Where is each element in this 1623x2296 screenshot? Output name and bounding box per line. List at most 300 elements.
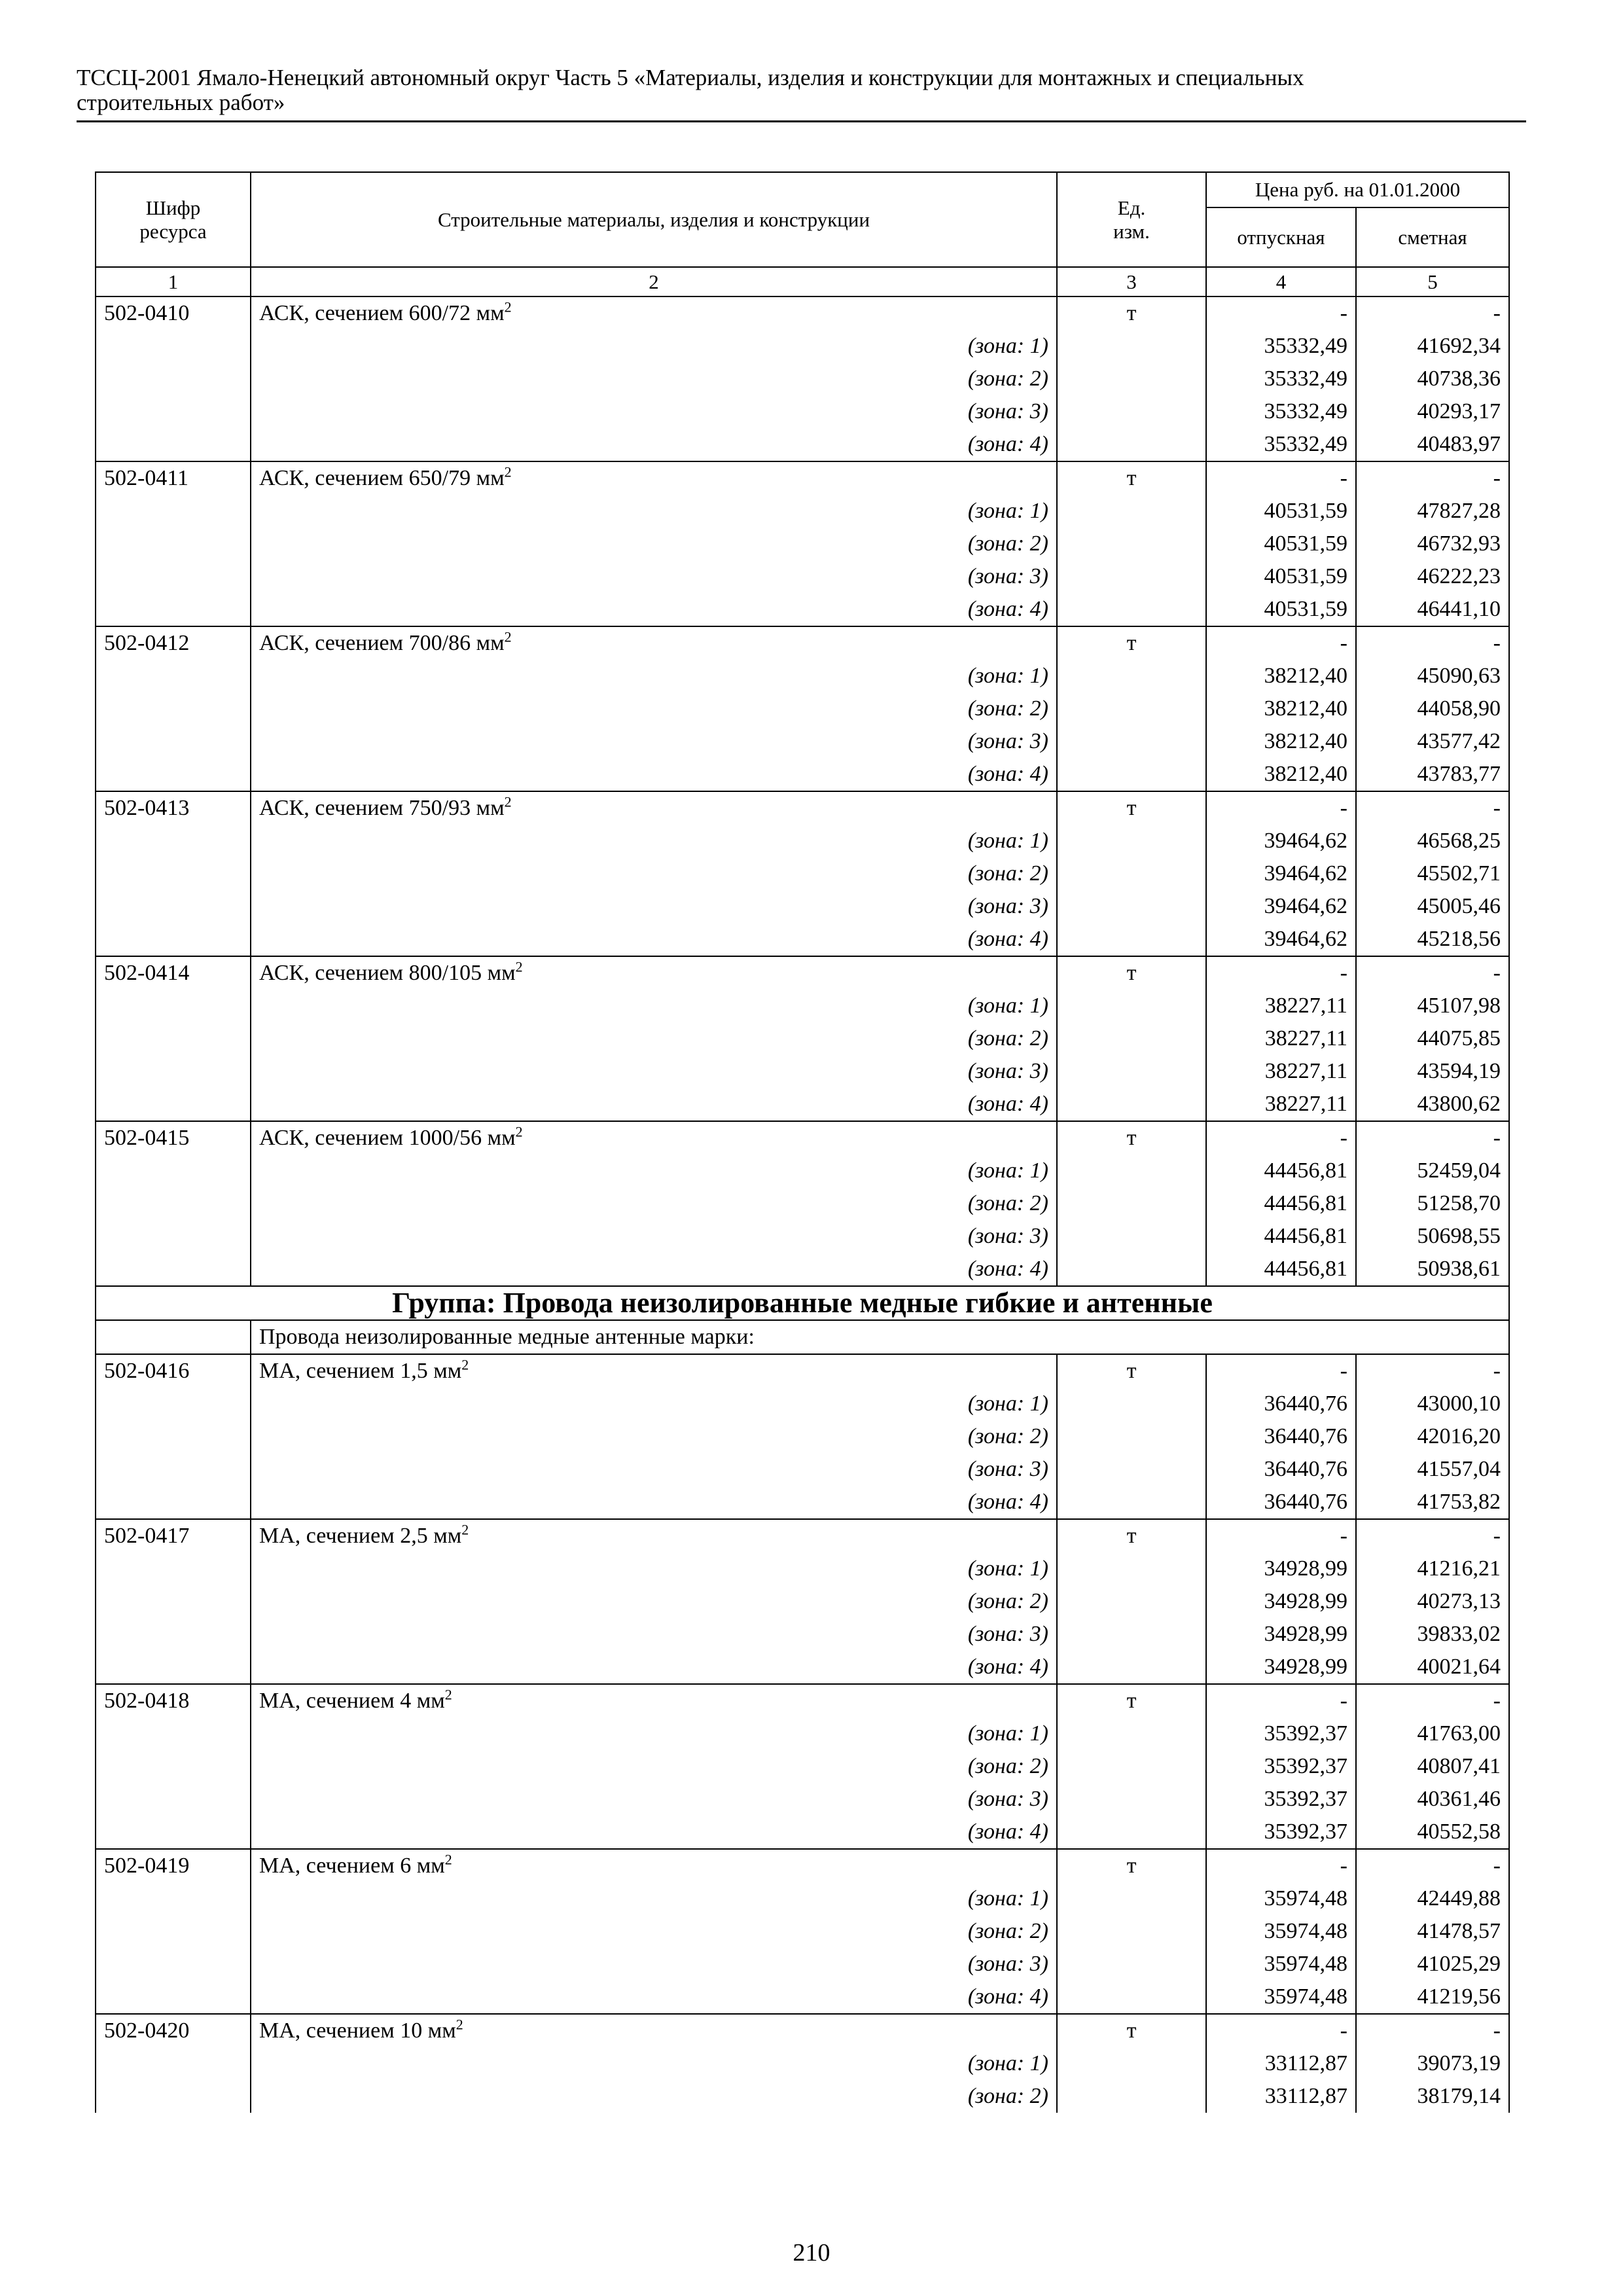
zone-label: (зона: 1) (251, 330, 1057, 363)
material-name: МА, сечением 6 $мм^2$ (251, 1849, 1057, 1882)
zone-row (96, 1882, 1509, 1915)
zone-estimate-price: 40361,46 (1356, 1783, 1509, 1816)
zone-release-price: 35332,49 (1206, 363, 1356, 395)
unit: т (1057, 1519, 1206, 1552)
empty-unit-cell (1057, 560, 1206, 593)
resource-code: 502-0412 (96, 626, 251, 660)
empty-unit-cell (1057, 593, 1206, 626)
zone-label: (зона: 3) (251, 1453, 1057, 1486)
zone-row (96, 363, 1509, 395)
empty-unit-cell (1057, 1783, 1206, 1816)
empty-code-cell (96, 528, 251, 560)
empty-unit-cell (1057, 1618, 1206, 1651)
zone-label: (зона: 2) (251, 1915, 1057, 1948)
resource-code: 502-0414 (96, 956, 251, 990)
release-price: - (1206, 1354, 1356, 1388)
estimate-price: - (1356, 296, 1509, 330)
empty-code-cell (96, 1618, 251, 1651)
zone-estimate-price: 43800,62 (1356, 1088, 1509, 1121)
empty-code-cell (96, 1187, 251, 1220)
zone-row (96, 2080, 1509, 2113)
material-name: АСК, сечением 650/79 $мм^2$ (251, 461, 1057, 495)
col-header-name: Строительные материалы, изделия и конструкции (251, 172, 1057, 267)
empty-unit-cell (1057, 1882, 1206, 1915)
zone-release-price: 40531,59 (1206, 495, 1356, 528)
empty-unit-cell (1057, 1486, 1206, 1519)
empty-unit-cell (1057, 395, 1206, 428)
release-price: - (1206, 1684, 1356, 1717)
empty-code-cell (96, 495, 251, 528)
header-divider (77, 120, 1526, 122)
material-name: АСК, сечением 700/86 $мм^2$ (251, 626, 1057, 660)
zone-estimate-price: 39833,02 (1356, 1618, 1509, 1651)
zone-label: (зона: 2) (251, 692, 1057, 725)
estimate-price: - (1356, 461, 1509, 495)
zone-label: (зона: 4) (251, 923, 1057, 956)
empty-code-cell (96, 1055, 251, 1088)
zone-row (96, 1220, 1509, 1253)
empty-unit-cell (1057, 1816, 1206, 1849)
col-number-1: 1 (96, 267, 251, 296)
zone-row (96, 495, 1509, 528)
zone-label: (зона: 3) (251, 1220, 1057, 1253)
zone-release-price: 38212,40 (1206, 725, 1356, 758)
zone-release-price: 38227,11 (1206, 1022, 1356, 1055)
zone-row (96, 528, 1509, 560)
zone-release-price: 44456,81 (1206, 1220, 1356, 1253)
zone-estimate-price: 41216,21 (1356, 1552, 1509, 1585)
empty-code-cell (96, 1088, 251, 1121)
material-name: МА, сечением 2,5 $мм^2$ (251, 1519, 1057, 1552)
zone-row (96, 825, 1509, 857)
empty-unit-cell (1057, 857, 1206, 890)
estimate-price: - (1356, 1849, 1509, 1882)
empty-code-cell (96, 1155, 251, 1187)
resource-code: 502-0417 (96, 1519, 251, 1552)
empty-unit-cell (1057, 692, 1206, 725)
col-header-release: отпускная (1206, 207, 1356, 267)
zone-release-price: 35332,49 (1206, 428, 1356, 461)
zone-estimate-price: 43783,77 (1356, 758, 1509, 791)
empty-code-cell (96, 1882, 251, 1915)
estimate-price: - (1356, 1354, 1509, 1388)
col-number-3: 3 (1057, 267, 1206, 296)
zone-row (96, 1981, 1509, 2014)
empty-code-cell (96, 2080, 251, 2113)
zone-estimate-price: 43594,19 (1356, 1055, 1509, 1088)
zone-label: (зона: 3) (251, 1055, 1057, 1088)
zone-row (96, 560, 1509, 593)
resource-code: 502-0415 (96, 1121, 251, 1155)
empty-code-cell (96, 1651, 251, 1684)
zone-row (96, 758, 1509, 791)
zone-release-price: 39464,62 (1206, 890, 1356, 923)
unit: т (1057, 1354, 1206, 1388)
zone-estimate-price: 40738,36 (1356, 363, 1509, 395)
zone-release-price: 35392,37 (1206, 1783, 1356, 1816)
empty-unit-cell (1057, 528, 1206, 560)
zone-release-price: 34928,99 (1206, 1651, 1356, 1684)
zone-row (96, 1022, 1509, 1055)
zone-row (96, 890, 1509, 923)
zone-row (96, 428, 1509, 461)
empty-unit-cell (1057, 1453, 1206, 1486)
empty-code-cell (96, 1750, 251, 1783)
zone-release-price: 38227,11 (1206, 990, 1356, 1022)
empty-code-cell (96, 1552, 251, 1585)
empty-unit-cell (1057, 1750, 1206, 1783)
zone-release-price: 35974,48 (1206, 1882, 1356, 1915)
empty-unit-cell (1057, 1088, 1206, 1121)
empty-code-cell (96, 428, 251, 461)
group-section (96, 1286, 1509, 1354)
zone-release-price: 40531,59 (1206, 593, 1356, 626)
empty-unit-cell (1057, 758, 1206, 791)
zone-label: (зона: 1) (251, 990, 1057, 1022)
empty-code-cell (96, 1915, 251, 1948)
zone-release-price: 39464,62 (1206, 857, 1356, 890)
zone-row (96, 1420, 1509, 1453)
zone-release-price: 33112,87 (1206, 2080, 1356, 2113)
release-price: - (1206, 1121, 1356, 1155)
zone-row (96, 2047, 1509, 2080)
zone-estimate-price: 40273,13 (1356, 1585, 1509, 1618)
zone-label: (зона: 1) (251, 2047, 1057, 2080)
col-number-2: 2 (251, 267, 1057, 296)
zone-row (96, 330, 1509, 363)
zone-estimate-price: 41692,34 (1356, 330, 1509, 363)
zone-label: (зона: 4) (251, 1981, 1057, 2014)
zone-label: (зона: 3) (251, 1783, 1057, 1816)
empty-unit-cell (1057, 1651, 1206, 1684)
zone-release-price: 35332,49 (1206, 330, 1356, 363)
col-header-unit: Ед. изм. (1057, 172, 1206, 267)
zone-row (96, 1486, 1509, 1519)
zone-release-price: 35392,37 (1206, 1717, 1356, 1750)
release-price: - (1206, 1519, 1356, 1552)
empty-unit-cell (1057, 1022, 1206, 1055)
col-header-estimate: сметная (1356, 207, 1509, 267)
zone-row (96, 1253, 1509, 1286)
empty-code-cell (96, 825, 251, 857)
zone-release-price: 34928,99 (1206, 1552, 1356, 1585)
zone-estimate-price: 47827,28 (1356, 495, 1509, 528)
zone-row (96, 1783, 1509, 1816)
document-header (77, 65, 1510, 115)
zone-label: (зона: 1) (251, 1388, 1057, 1420)
table-row (96, 1121, 1509, 1155)
empty-code-cell (96, 1022, 251, 1055)
zone-release-price: 44456,81 (1206, 1253, 1356, 1286)
zone-label: (зона: 2) (251, 1585, 1057, 1618)
zone-row (96, 1552, 1509, 1585)
zone-estimate-price: 45005,46 (1356, 890, 1509, 923)
zone-estimate-price: 43577,42 (1356, 725, 1509, 758)
zone-release-price: 39464,62 (1206, 923, 1356, 956)
zone-estimate-price: 50938,61 (1356, 1253, 1509, 1286)
col-number-4: 4 (1206, 267, 1356, 296)
zone-release-price: 35392,37 (1206, 1750, 1356, 1783)
zone-estimate-price: 43000,10 (1356, 1388, 1509, 1420)
empty-code-cell (96, 1486, 251, 1519)
estimate-price: - (1356, 1684, 1509, 1717)
unit: т (1057, 1121, 1206, 1155)
table-body-ma (96, 1354, 1509, 2113)
zone-estimate-price: 44075,85 (1356, 1022, 1509, 1055)
zone-label: (зона: 4) (251, 593, 1057, 626)
empty-unit-cell (1057, 660, 1206, 692)
table-row (96, 791, 1509, 825)
empty-code-cell (96, 758, 251, 791)
empty-code-cell (96, 692, 251, 725)
subgroup-row (96, 1320, 1509, 1354)
zone-label: (зона: 4) (251, 1253, 1057, 1286)
zone-release-price: 34928,99 (1206, 1618, 1356, 1651)
zone-release-price: 36440,76 (1206, 1486, 1356, 1519)
empty-unit-cell (1057, 2080, 1206, 2113)
empty-unit-cell (1057, 1220, 1206, 1253)
zone-label: (зона: 1) (251, 1717, 1057, 1750)
zone-estimate-price: 44058,90 (1356, 692, 1509, 725)
zone-label: (зона: 2) (251, 1420, 1057, 1453)
zone-row (96, 1618, 1509, 1651)
zone-row (96, 692, 1509, 725)
zone-label: (зона: 4) (251, 1486, 1057, 1519)
zone-release-price: 35974,48 (1206, 1981, 1356, 2014)
zone-estimate-price: 50698,55 (1356, 1220, 1509, 1253)
zone-release-price: 44456,81 (1206, 1187, 1356, 1220)
zone-row (96, 1453, 1509, 1486)
empty-code-cell (96, 890, 251, 923)
empty-unit-cell (1057, 890, 1206, 923)
empty-code-cell (96, 1453, 251, 1486)
zone-estimate-price: 41763,00 (1356, 1717, 1509, 1750)
unit: т (1057, 296, 1206, 330)
empty-unit-cell (1057, 2047, 1206, 2080)
subgroup-code-cell (96, 1320, 251, 1354)
estimate-price: - (1356, 1121, 1509, 1155)
table-row (96, 2014, 1509, 2047)
subgroup-title: Провода неизолированные медные антенные марки: (251, 1320, 1509, 1354)
zone-label: (зона: 4) (251, 758, 1057, 791)
empty-code-cell (96, 330, 251, 363)
empty-code-cell (96, 2047, 251, 2080)
zone-row (96, 1155, 1509, 1187)
zone-label: (зона: 1) (251, 1552, 1057, 1585)
empty-unit-cell (1057, 1915, 1206, 1948)
zone-estimate-price: 46222,23 (1356, 560, 1509, 593)
zone-release-price: 40531,59 (1206, 560, 1356, 593)
resource-code: 502-0420 (96, 2014, 251, 2047)
resource-code: 502-0419 (96, 1849, 251, 1882)
table-row (96, 626, 1509, 660)
empty-code-cell (96, 990, 251, 1022)
empty-code-cell (96, 1220, 251, 1253)
empty-unit-cell (1057, 1552, 1206, 1585)
zone-estimate-price: 45502,71 (1356, 857, 1509, 890)
header-line-2: строительных работ» (77, 90, 285, 115)
zone-estimate-price: 52459,04 (1356, 1155, 1509, 1187)
zone-row (96, 1055, 1509, 1088)
zone-label: (зона: 3) (251, 1618, 1057, 1651)
empty-unit-cell (1057, 495, 1206, 528)
unit: т (1057, 1684, 1206, 1717)
empty-unit-cell (1057, 923, 1206, 956)
zone-label: (зона: 3) (251, 395, 1057, 428)
zone-release-price: 35974,48 (1206, 1948, 1356, 1981)
zone-row (96, 593, 1509, 626)
unit: т (1057, 2014, 1206, 2047)
table-row (96, 1849, 1509, 1882)
empty-unit-cell (1057, 1055, 1206, 1088)
zone-row (96, 1585, 1509, 1618)
empty-unit-cell (1057, 1155, 1206, 1187)
resource-code: 502-0411 (96, 461, 251, 495)
page-number: 210 (793, 2239, 830, 2267)
zone-estimate-price: 45107,98 (1356, 990, 1509, 1022)
empty-code-cell (96, 1948, 251, 1981)
zone-row (96, 1651, 1509, 1684)
zone-estimate-price: 40552,58 (1356, 1816, 1509, 1849)
header-line-1: ТССЦ-2001 Ямало-Ненецкий автономный округ Часть 5 «Материалы, изделия и конструкции для монтажных и специальных (77, 65, 1304, 90)
estimate-price: - (1356, 626, 1509, 660)
zone-estimate-price: 45090,63 (1356, 660, 1509, 692)
zone-estimate-price: 51258,70 (1356, 1187, 1509, 1220)
table-body-ask (96, 296, 1509, 1286)
zone-label: (зона: 2) (251, 2080, 1057, 2113)
zone-estimate-price: 46441,10 (1356, 593, 1509, 626)
zone-label: (зона: 3) (251, 1948, 1057, 1981)
estimate-price: - (1356, 791, 1509, 825)
zone-label: (зона: 4) (251, 428, 1057, 461)
release-price: - (1206, 791, 1356, 825)
empty-unit-cell (1057, 1388, 1206, 1420)
zone-release-price: 33112,87 (1206, 2047, 1356, 2080)
zone-release-price: 36440,76 (1206, 1388, 1356, 1420)
material-name: МА, сечением 10 $мм^2$ (251, 2014, 1057, 2047)
zone-label: (зона: 1) (251, 660, 1057, 692)
zone-estimate-price: 40483,97 (1356, 428, 1509, 461)
material-name: АСК, сечением 750/93 $мм^2$ (251, 791, 1057, 825)
unit: т (1057, 626, 1206, 660)
group-row (96, 1286, 1509, 1320)
zone-estimate-price: 40021,64 (1356, 1651, 1509, 1684)
table-row (96, 1354, 1509, 1388)
zone-row (96, 1816, 1509, 1849)
resource-code: 502-0418 (96, 1684, 251, 1717)
zone-row (96, 923, 1509, 956)
zone-label: (зона: 3) (251, 725, 1057, 758)
material-name: МА, сечением 1,5 $мм^2$ (251, 1354, 1057, 1388)
estimate-price: - (1356, 956, 1509, 990)
release-price: - (1206, 626, 1356, 660)
group-title: Группа: Провода неизолированные медные гибкие и антенные (96, 1286, 1509, 1320)
empty-unit-cell (1057, 363, 1206, 395)
zone-row (96, 395, 1509, 428)
zone-release-price: 39464,62 (1206, 825, 1356, 857)
zone-label: (зона: 1) (251, 825, 1057, 857)
zone-estimate-price: 41219,56 (1356, 1981, 1509, 2014)
zone-row (96, 1187, 1509, 1220)
unit: т (1057, 956, 1206, 990)
zone-estimate-price: 39073,19 (1356, 2047, 1509, 2080)
release-price: - (1206, 956, 1356, 990)
material-name: АСК, сечением 600/72 $мм^2$ (251, 296, 1057, 330)
zone-estimate-price: 45218,56 (1356, 923, 1509, 956)
zone-label: (зона: 2) (251, 1187, 1057, 1220)
zone-row (96, 660, 1509, 692)
empty-code-cell (96, 660, 251, 692)
empty-code-cell (96, 1420, 251, 1453)
release-price: - (1206, 2014, 1356, 2047)
price-table (95, 171, 1510, 2113)
release-price: - (1206, 461, 1356, 495)
zone-label: (зона: 3) (251, 560, 1057, 593)
zone-estimate-price: 42449,88 (1356, 1882, 1509, 1915)
zone-row (96, 1915, 1509, 1948)
empty-unit-cell (1057, 1717, 1206, 1750)
zone-release-price: 35974,48 (1206, 1915, 1356, 1948)
zone-label: (зона: 3) (251, 890, 1057, 923)
empty-code-cell (96, 363, 251, 395)
zone-label: (зона: 2) (251, 1022, 1057, 1055)
resource-code: 502-0413 (96, 791, 251, 825)
release-price: - (1206, 1849, 1356, 1882)
empty-unit-cell (1057, 1253, 1206, 1286)
zone-row (96, 857, 1509, 890)
zone-estimate-price: 40293,17 (1356, 395, 1509, 428)
zone-label: (зона: 1) (251, 495, 1057, 528)
zone-estimate-price: 41478,57 (1356, 1915, 1509, 1948)
zone-row (96, 1388, 1509, 1420)
empty-code-cell (96, 1717, 251, 1750)
empty-unit-cell (1057, 1187, 1206, 1220)
zone-release-price: 36440,76 (1206, 1420, 1356, 1453)
empty-code-cell (96, 857, 251, 890)
empty-unit-cell (1057, 1981, 1206, 2014)
empty-code-cell (96, 1816, 251, 1849)
zone-release-price: 34928,99 (1206, 1585, 1356, 1618)
material-name: АСК, сечением 800/105 $мм^2$ (251, 956, 1057, 990)
empty-code-cell (96, 1981, 251, 2014)
empty-unit-cell (1057, 725, 1206, 758)
zone-label: (зона: 1) (251, 1882, 1057, 1915)
empty-unit-cell (1057, 1420, 1206, 1453)
col-number-5: 5 (1356, 267, 1509, 296)
zone-release-price: 38227,11 (1206, 1088, 1356, 1121)
unit: т (1057, 791, 1206, 825)
zone-release-price: 36440,76 (1206, 1453, 1356, 1486)
empty-unit-cell (1057, 1585, 1206, 1618)
empty-unit-cell (1057, 990, 1206, 1022)
zone-release-price: 38212,40 (1206, 660, 1356, 692)
empty-code-cell (96, 1388, 251, 1420)
col-header-code: Шифр ресурса (96, 172, 251, 267)
zone-label: (зона: 4) (251, 1651, 1057, 1684)
unit: т (1057, 461, 1206, 495)
empty-code-cell (96, 395, 251, 428)
release-price: - (1206, 296, 1356, 330)
zone-estimate-price: 41025,29 (1356, 1948, 1509, 1981)
table-row (96, 956, 1509, 990)
zone-release-price: 38212,40 (1206, 758, 1356, 791)
empty-code-cell (96, 923, 251, 956)
zone-label: (зона: 2) (251, 363, 1057, 395)
zone-label: (зона: 4) (251, 1816, 1057, 1849)
empty-unit-cell (1057, 330, 1206, 363)
zone-estimate-price: 46732,93 (1356, 528, 1509, 560)
material-name: МА, сечением 4 $мм^2$ (251, 1684, 1057, 1717)
